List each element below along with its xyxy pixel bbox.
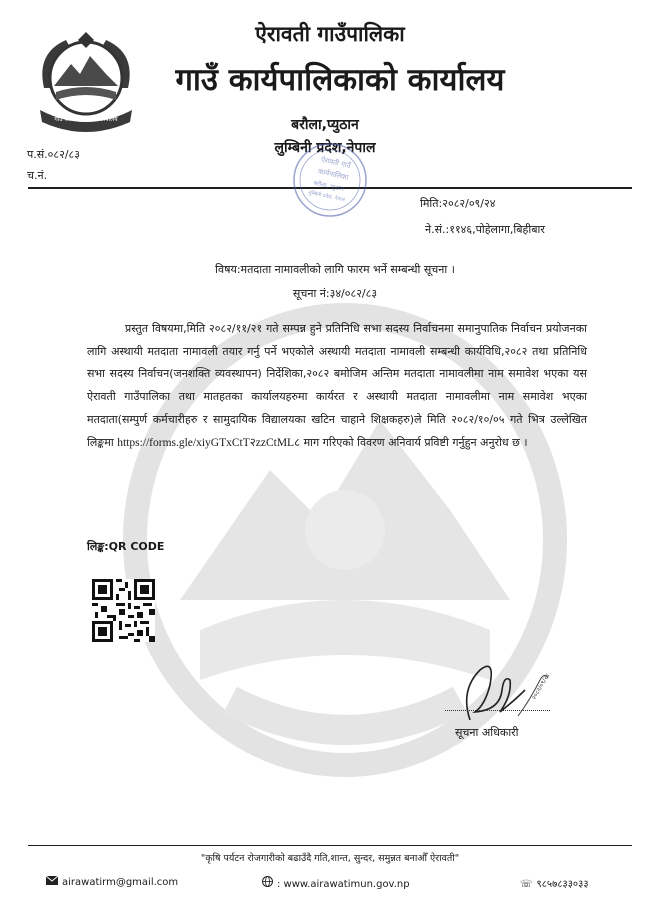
email-link[interactable]: airawatirm@gmail.com: [62, 877, 179, 888]
form-link[interactable]: https://forms.gle/xiyGTxCtT२zzCtML८: [117, 436, 301, 449]
footer-motto: "कृषि पर्यटन रोजगारीको बढाउँदै गति,शान्त, सुन्दर, समुन्नत बनाऔँ ऐरावती": [200, 853, 460, 864]
handwritten-signature: [440, 650, 560, 735]
footer-phone: [520, 876, 589, 890]
website-link[interactable]: : www.airawatimun.gov.np: [277, 879, 410, 890]
address-line-2: लुम्बिनी प्रदेश,नेपाल: [274, 140, 376, 156]
qr-code[interactable]: [92, 579, 155, 642]
dispatch-number: च.नं.: [27, 169, 48, 182]
letter-body: [87, 318, 587, 454]
nepal-samvat-date: ने.सं.:११४६,पोहेलागा,बिहीबार: [425, 223, 545, 236]
phone-icon: ☏: [520, 879, 533, 890]
stamp-line-4: लुम्बिनी प्रदेश, नेपाल: [307, 189, 346, 204]
stamp-line-1: ऐरावती गाउँ: [320, 155, 352, 170]
footer-divider: [28, 845, 632, 846]
envelope-icon: [46, 876, 58, 888]
stamp-line-2: कार्यपालिका: [317, 167, 350, 182]
body-text-closing: माग गरिएको विवरण अनिवार्य प्रविष्टी गर्नुहुन अनुरोध छ ।: [303, 435, 528, 449]
office-stamp: [290, 140, 370, 220]
stamp-line-3: बरौला, प्युठान: [312, 179, 345, 193]
office-name: ऐरावती गाउँपालिका: [255, 22, 405, 46]
letter-date: मिति:२०८२/०९/२४: [420, 197, 496, 210]
signer-designation: सूचना अधिकारी: [455, 726, 519, 739]
footer-email: [46, 876, 178, 888]
address-line-1: बरौला,प्युठान: [291, 117, 359, 133]
footer-website: [262, 876, 410, 890]
phone-number: ९८५७८३३०३३: [536, 879, 589, 890]
signature-line: [445, 710, 550, 711]
reference-number: प.सं.०८२/८३: [27, 148, 80, 161]
logo-caption: गाउँ कार्यपालिकाको कार्यालय: [54, 116, 118, 123]
notice-number: सूचना नं:३४/०८२/८३: [292, 287, 378, 300]
svg-text:२०८२/०९/२४: २०८२/०९/२४: [530, 672, 552, 701]
qr-code-label: लिङ्क:QR CODE: [87, 540, 165, 553]
letter-subject: विषय:मतदाता नामावलीको लागि फारम भर्ने सम्बन्धी सूचना ।: [215, 263, 455, 276]
globe-icon: [262, 876, 273, 890]
office-title: गाउँ कार्यपालिकाको कार्यालय: [175, 62, 505, 98]
body-text-main: प्रस्तुत विषयमा,मिति २०८२/११/२१ गते सम्पन्न हुने प्रतिनिधि सभा सदस्य निर्वाचनमा समानुपातिक निर्वाचन प्रयोजनका लागि अस्थायी मतदाता नामावली तयार गर्नु पर्ने भएकोले अस्थायी मतदाता नामावली सम्बन्धी कार्यविधि,२०८२ तथा प्रतिनिधि सभा सदस्य निर्वाचन(जनशक्ति व्यवस्थापन) निर्देशिका,२०८२ बमोजिम अन्तिम मतदाता नामावलीमा नाम समावेश भएका यस ऐरावती गाउँपालिका तथा मातहतका कार्यालयहरुमा कार्यरत र अस्थायी मतदाता नामावलीमा नाम समावेश भएका मतदाता(सम्पुर्ण कर्मचारीहरु र सामुदायिक विद्यालयका खटिन चाहाने शिक्षकहरु)ले मिति २०८२/१०/०५ गते भित्र उल्लेखित लिङ्कमा: [87, 322, 587, 449]
